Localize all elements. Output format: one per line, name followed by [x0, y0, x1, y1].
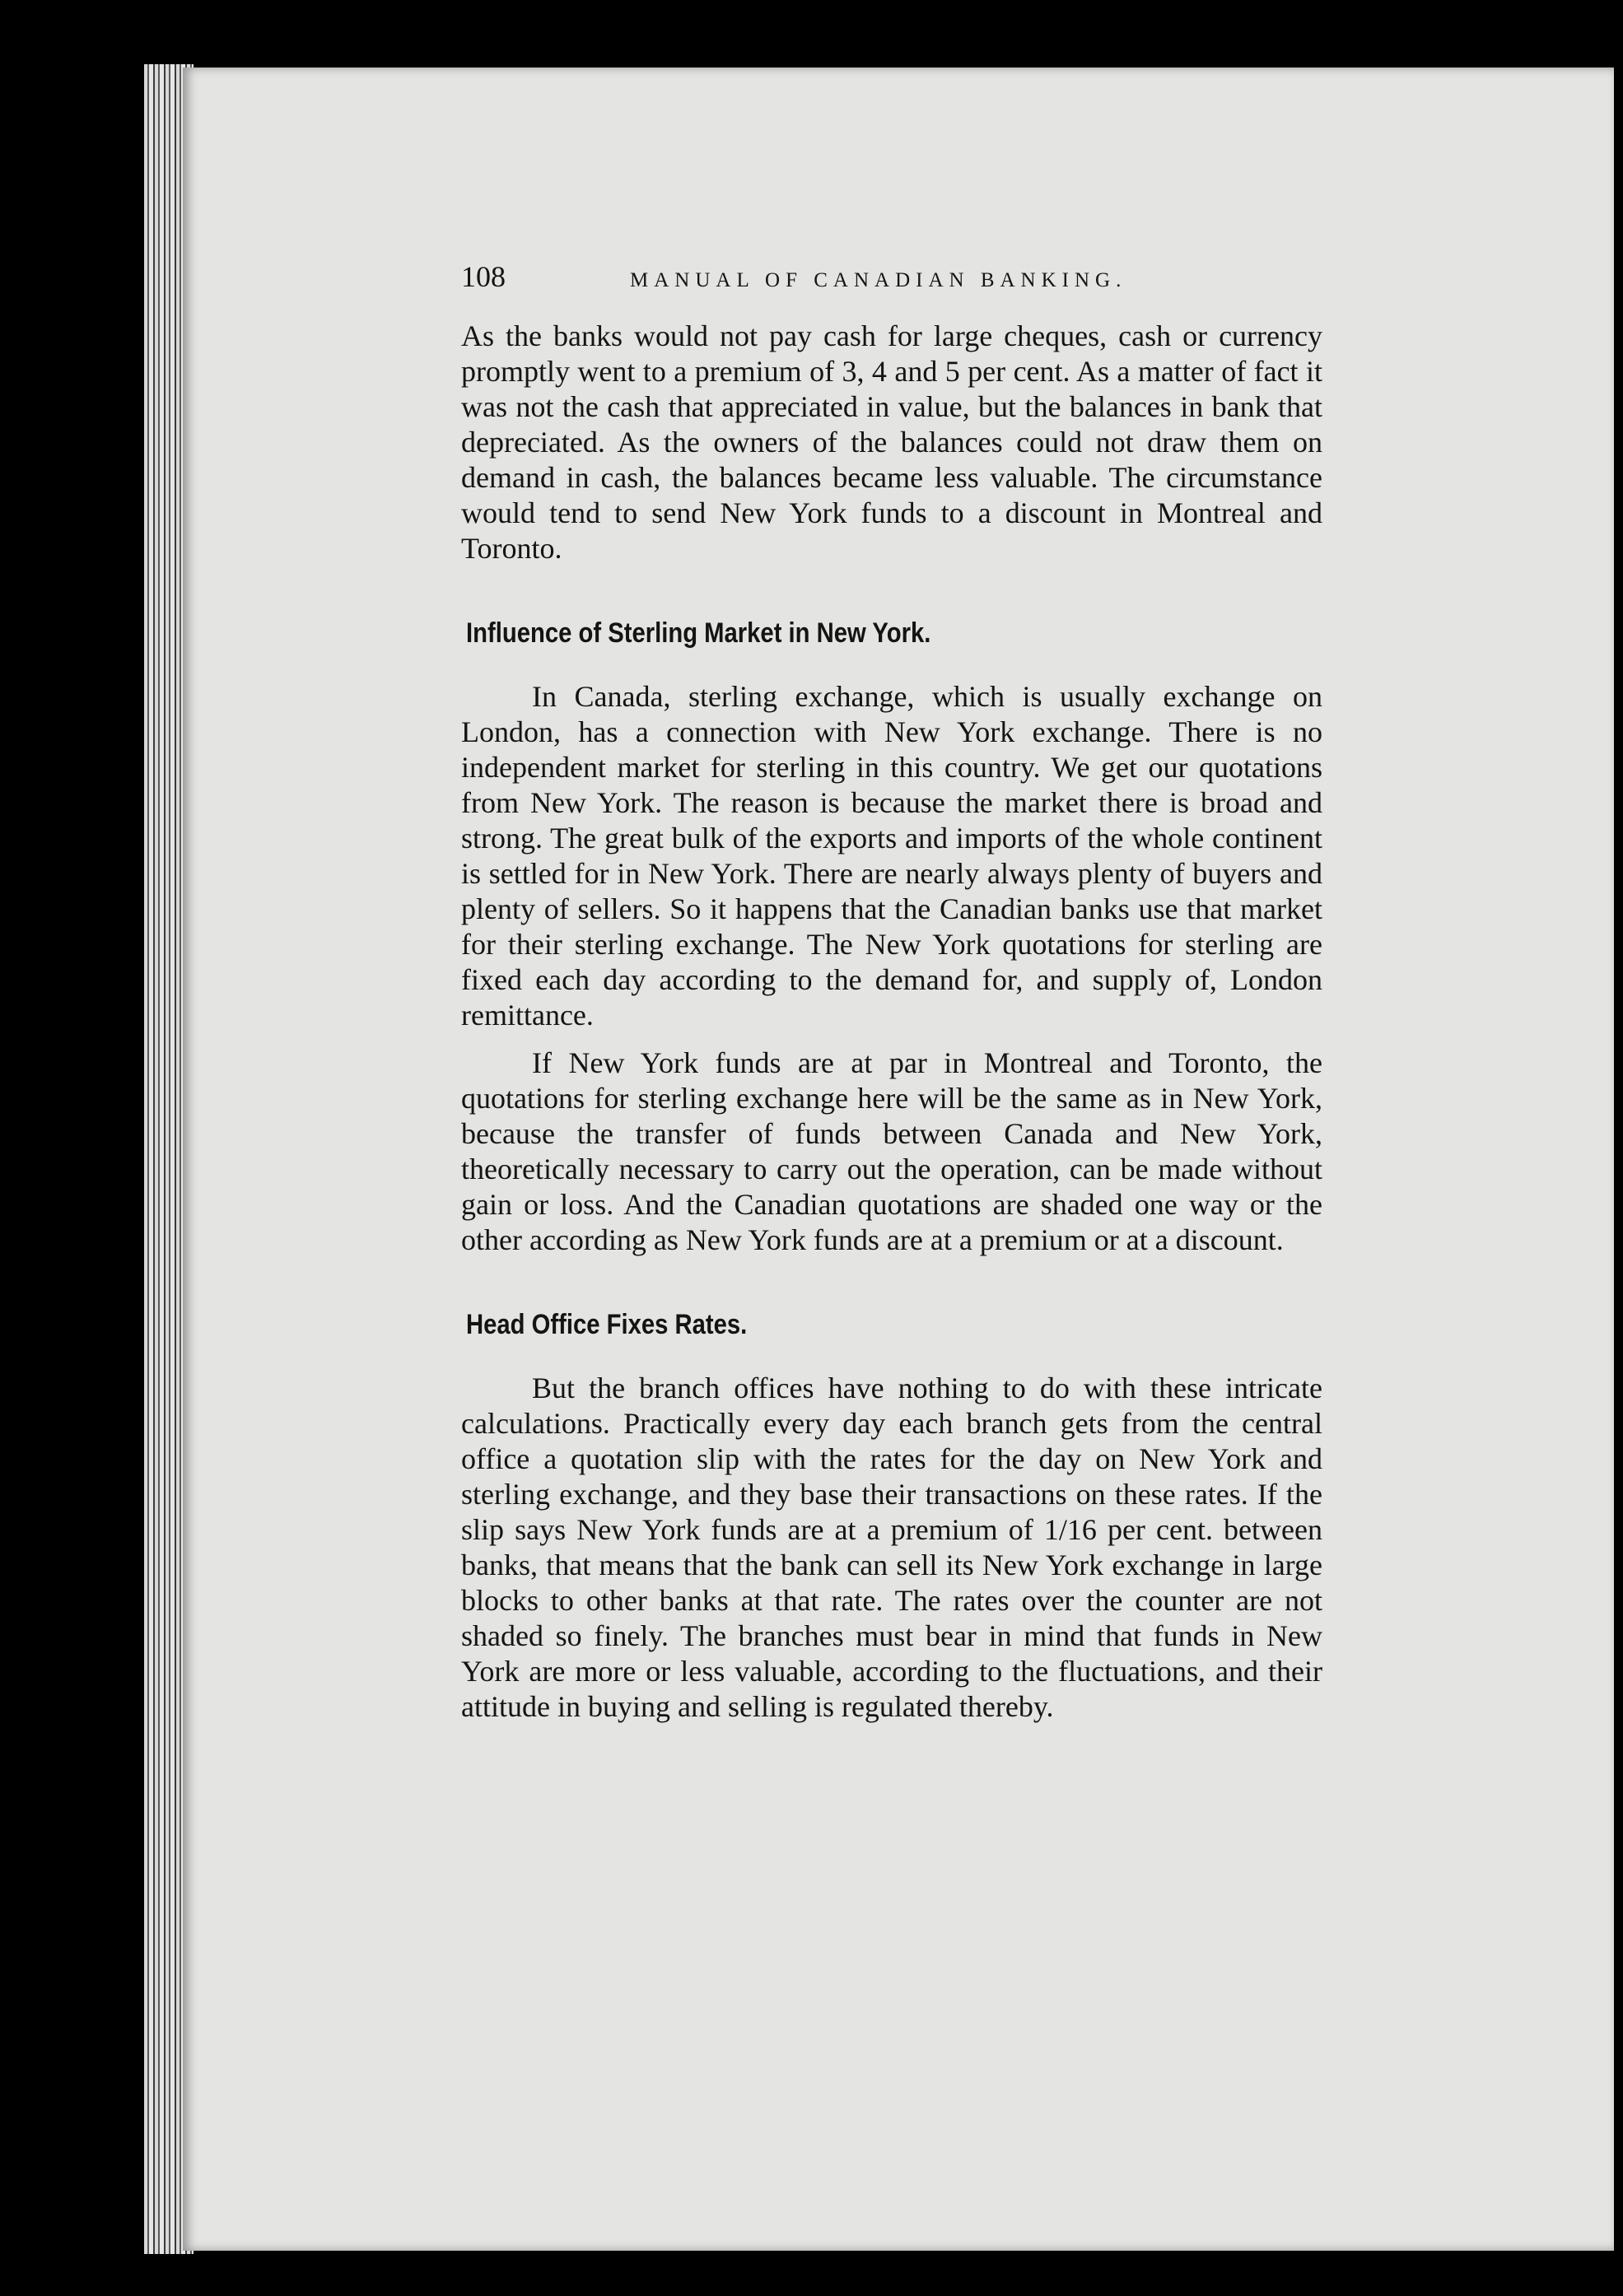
page-number: 108 — [461, 260, 506, 293]
paragraph: If New York funds are at par in Montreal and Toronto, the quotations for sterling exchange here will be the same as in New York, because the transfer of funds between Canada and New York, theoretically necessary to carry out the operation, can be made without gain or loss. And the Canadian quotations are shaded one way or the other according as New York funds are at a premium or at a discount. — [461, 1046, 1322, 1256]
running-title: MANUAL OF CANADIAN BANKING. — [630, 269, 1127, 291]
page-content — [461, 259, 1322, 1725]
section-heading: Head Office Fixes Rates. — [466, 1309, 748, 1340]
paragraph: In Canada, sterling exchange, which is usually exchange on London, has a connection with New York exchange. There is no independent market for sterling in this country. We get our quotations from New York. The reason is because the market there is broad and strong. The great bulk of the exports and imports of the whole continent is settled for in New York. There are nearly always plenty of buyers and plenty of sellers. So it happens that the Canadian banks use that market for their sterling exchange. The New York quotations for sterling are fixed each day according to the demand for, and supply of, London remittance. — [461, 680, 1322, 1032]
running-head — [461, 259, 1322, 309]
paragraph: But the branch offices have nothing to do with these intricate calculations. Practically every day each branch gets from the central office a quotation slip with the rates for the day on New York and sterling exchange, and they base their transactions on these rates. If the slip says New York funds are at a premium of 1/16 per cent. between banks, that means that the bank can sell its New York exchange in large blocks to other banks at that rate. The rates over the counter are not shaded so finely. The branches must bear in mind that funds in New York are more or less valuable, according to the fluctuations, and their attitude in buying and selling is regulated thereby. — [461, 1372, 1322, 1723]
section-heading: Influence of Sterling Market in New York. — [466, 617, 931, 649]
paragraph: As the banks would not pay cash for large cheques, cash or currency promptly went to a premium of 3, 4 and 5 per cent. As a matter of fact it was not the cash that appreciated in value, but the balances in bank that depreciated. As the owners of the balances could not draw them on demand in cash, the balances became less valuable. The circumstance would tend to send New York funds to a discount in Montreal and Toronto. — [461, 319, 1322, 565]
